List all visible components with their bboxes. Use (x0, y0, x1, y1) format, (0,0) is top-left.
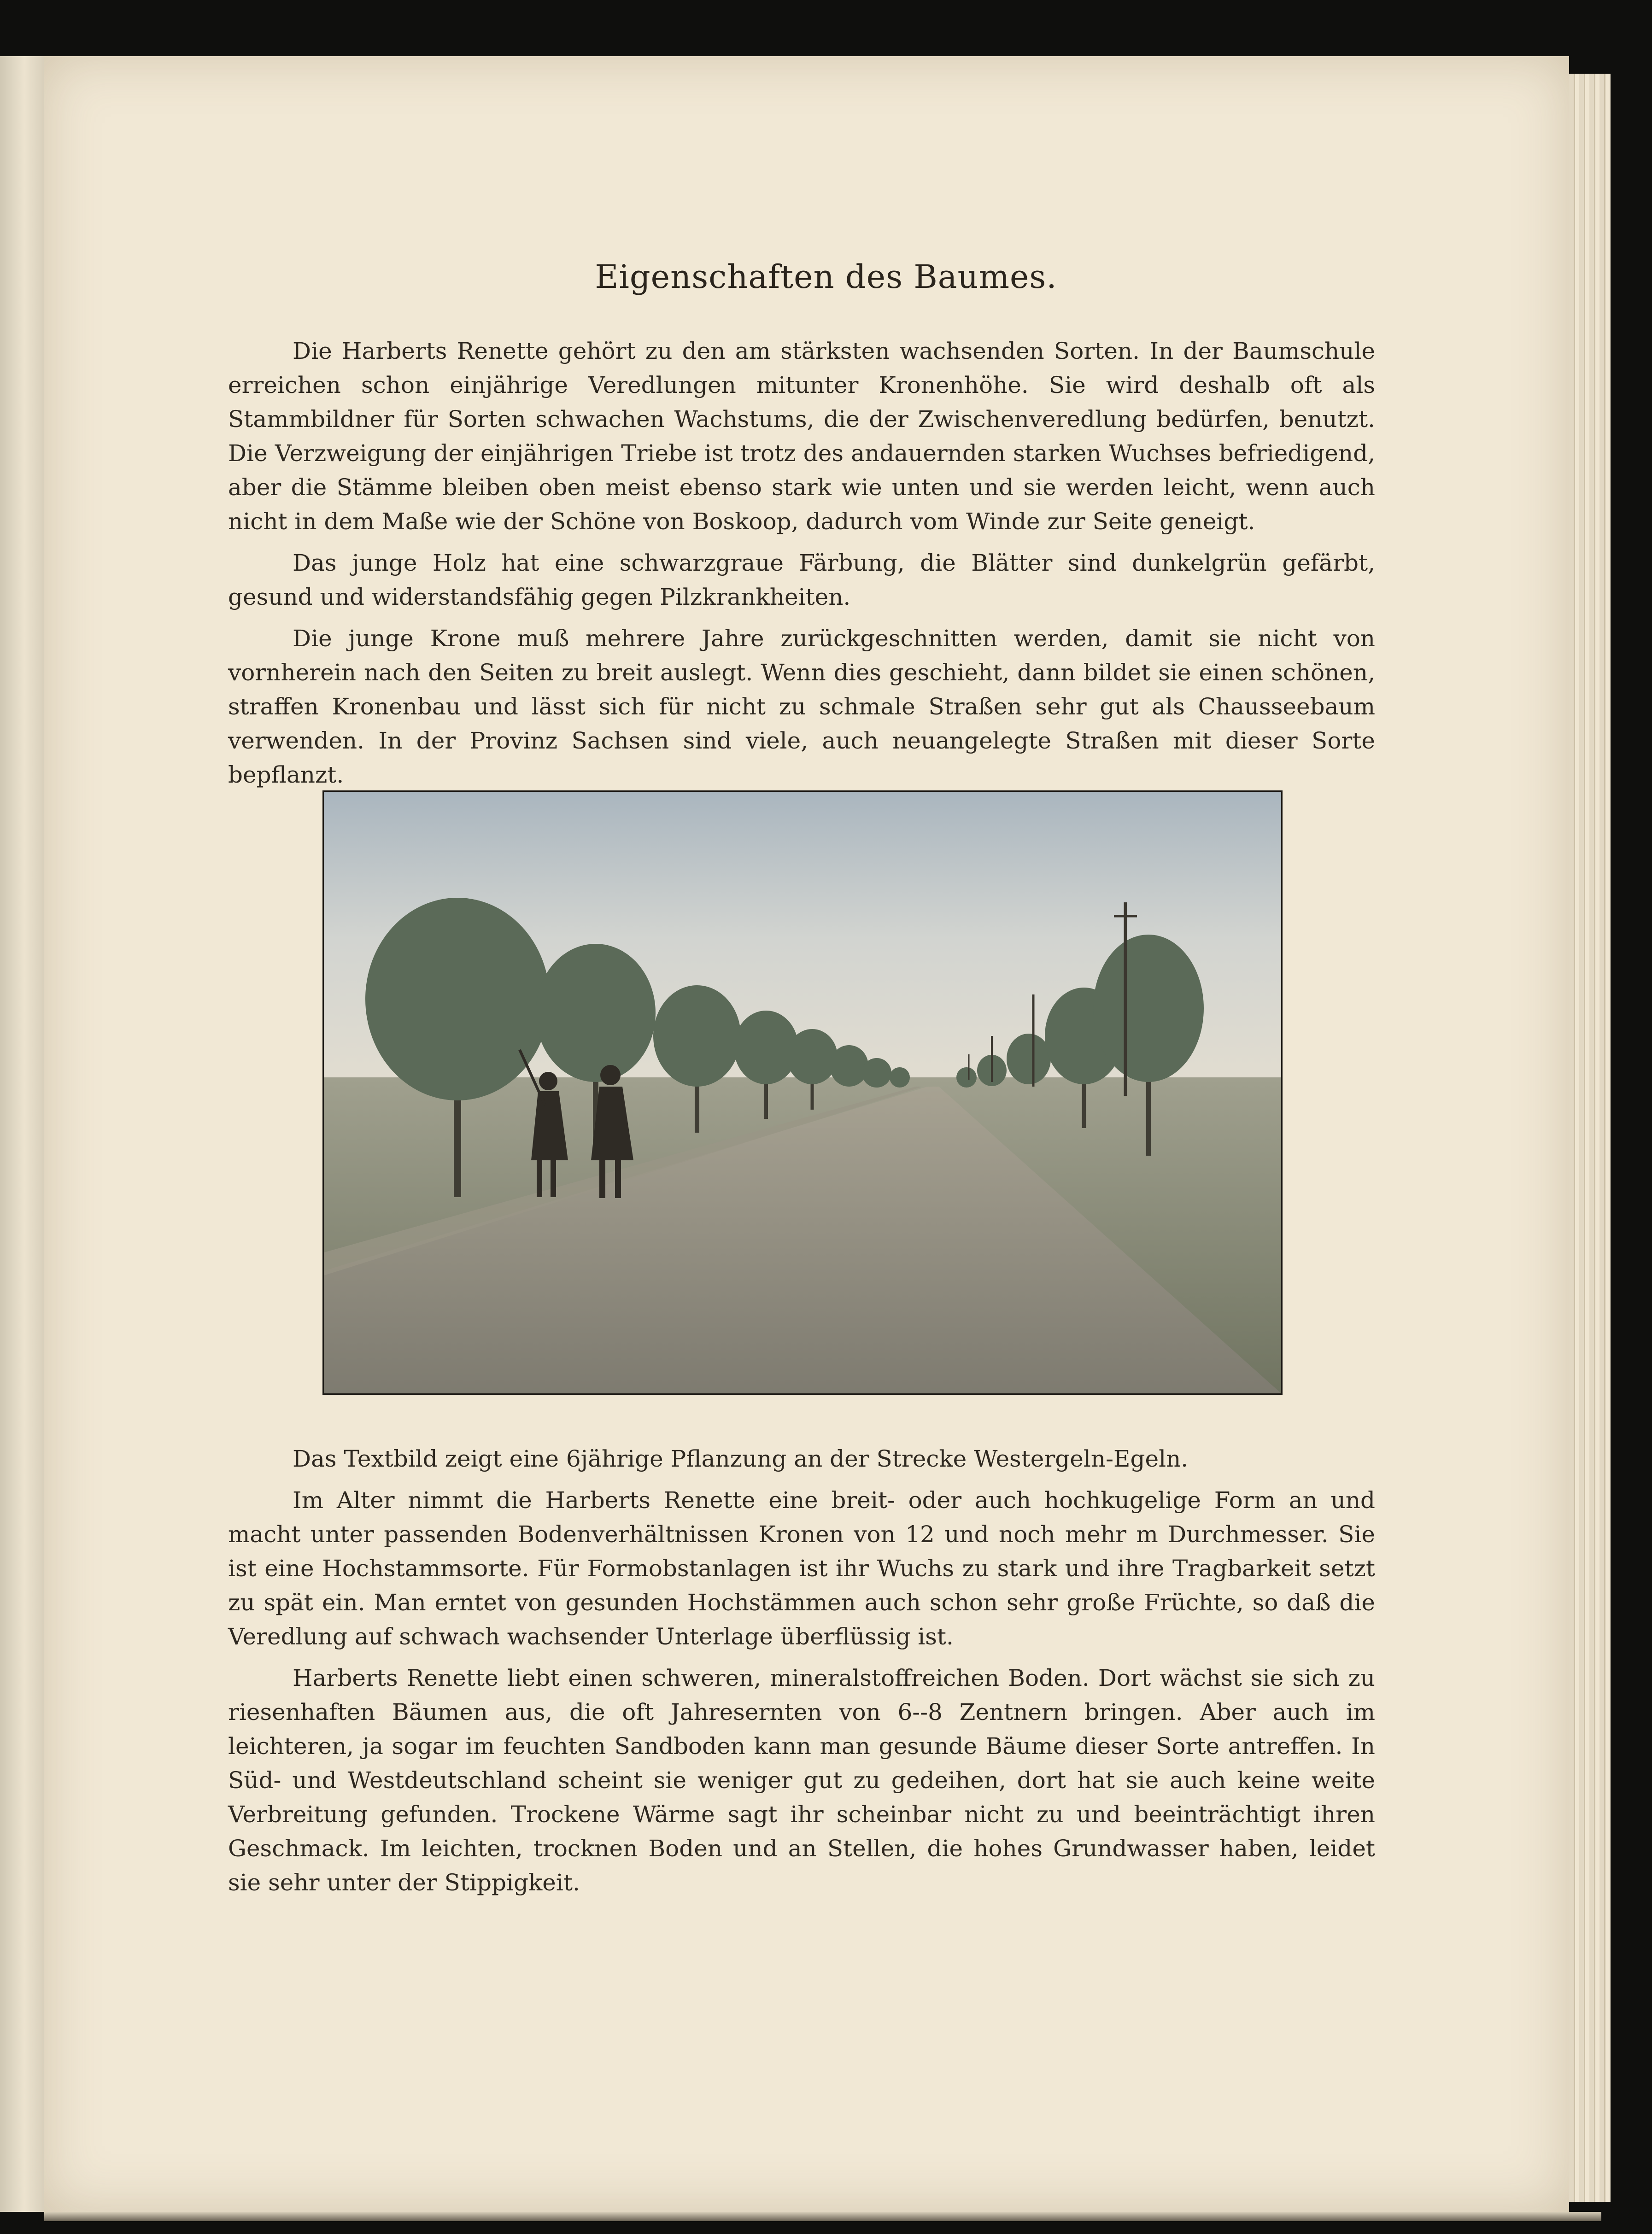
text-block-top (228, 334, 1375, 799)
page-title: Eigenschaften des Baumes. (595, 258, 1057, 296)
road-photograph (322, 790, 1283, 1395)
photo-illustration (324, 792, 1281, 1393)
paragraph: Die Harberts Renette gehört zu den am stärksten wachsenden Sorten. In der Baumschule erreichen schon einjährige Veredlungen mitunter Kronenhöhe. Sie wird deshalb oft als Stammbildner für Sorten schwachen Wachstums, die der Zwischenveredlung bedürfen, benutzt. Die Verzweigung der einjährigen Triebe ist trotz des andauernden starken Wuchses befriedigend, aber die Stämme bleiben oben meist ebenso stark wie unten und sie werden leicht, wenn auch nicht in dem Maße wie der Schöne von Boskoop, dadurch vom Winde zur Seite geneigt. (228, 338, 1375, 535)
paragraph: Die junge Krone muß mehrere Jahre zurückgeschnitten werden, damit sie nicht von vornherein nach den Seiten zu breit auslegt. Wenn dies geschieht, dann bildet sie einen schönen, straffen Kronenbau und lässt sich für nicht zu schmale Straßen sehr gut als Chausseebaum verwenden. In der Provinz Sachsen sind viele, auch neuangelegte Straßen mit dieser Sorte bepflanzt. (228, 625, 1375, 788)
paragraph: Das Textbild zeigt eine 6jährige Pflanzung an der Strecke Westergeln-Egeln. (293, 1445, 1189, 1472)
left-page-edge (0, 56, 44, 2212)
text-block-bottom (228, 1442, 1375, 1907)
bottom-page-edge (44, 2212, 1601, 2221)
paragraph: Das junge Holz hat eine schwarzgraue Färbung, die Blätter sind dunkelgrün gefärbt, gesund und widerstandsfähig gegen Pilzkrankheiten. (228, 550, 1375, 610)
right-page-edge (1569, 74, 1611, 2202)
paragraph: Im Alter nimmt die Harberts Renette eine breit- oder auch hochkugelige Form an und macht unter passenden Bodenverhältnissen Kronen von 12 und noch mehr m Durchmesser. Sie ist eine Hochstammsorte. Für Formobstanlagen ist ihr Wuchs zu stark und ihre Tragbarkeit setzt zu spät ein. Man erntet von gesunden Hochstämmen auch schon sehr große Früchte, so daß die Veredlung auf schwach wachsender Unterlage überflüssig ist. (228, 1487, 1375, 1650)
paragraph: Harberts Renette liebt einen schweren, mineralstoffreichen Boden. Dort wächst sie sich zu riesenhaften Bäumen aus, die oft Jahresernten von 6--8 Zentnern bringen. Aber auch im leichteren, ja sogar im feuchten Sandboden kann man gesunde Bäume dieser Sorte antreffen. In Süd- und Westdeutschland scheint sie weniger gut zu gedeihen, dort hat sie auch keine weite Verbreitung gefunden. Trockene Wärme sagt ihr scheinbar nicht zu und beeinträchtigt ihren Geschmack. Im leichten, trocknen Boden und an Stellen, die hohes Grundwasser haben, leidet sie sehr unter der Stippigkeit. (228, 1665, 1375, 1896)
